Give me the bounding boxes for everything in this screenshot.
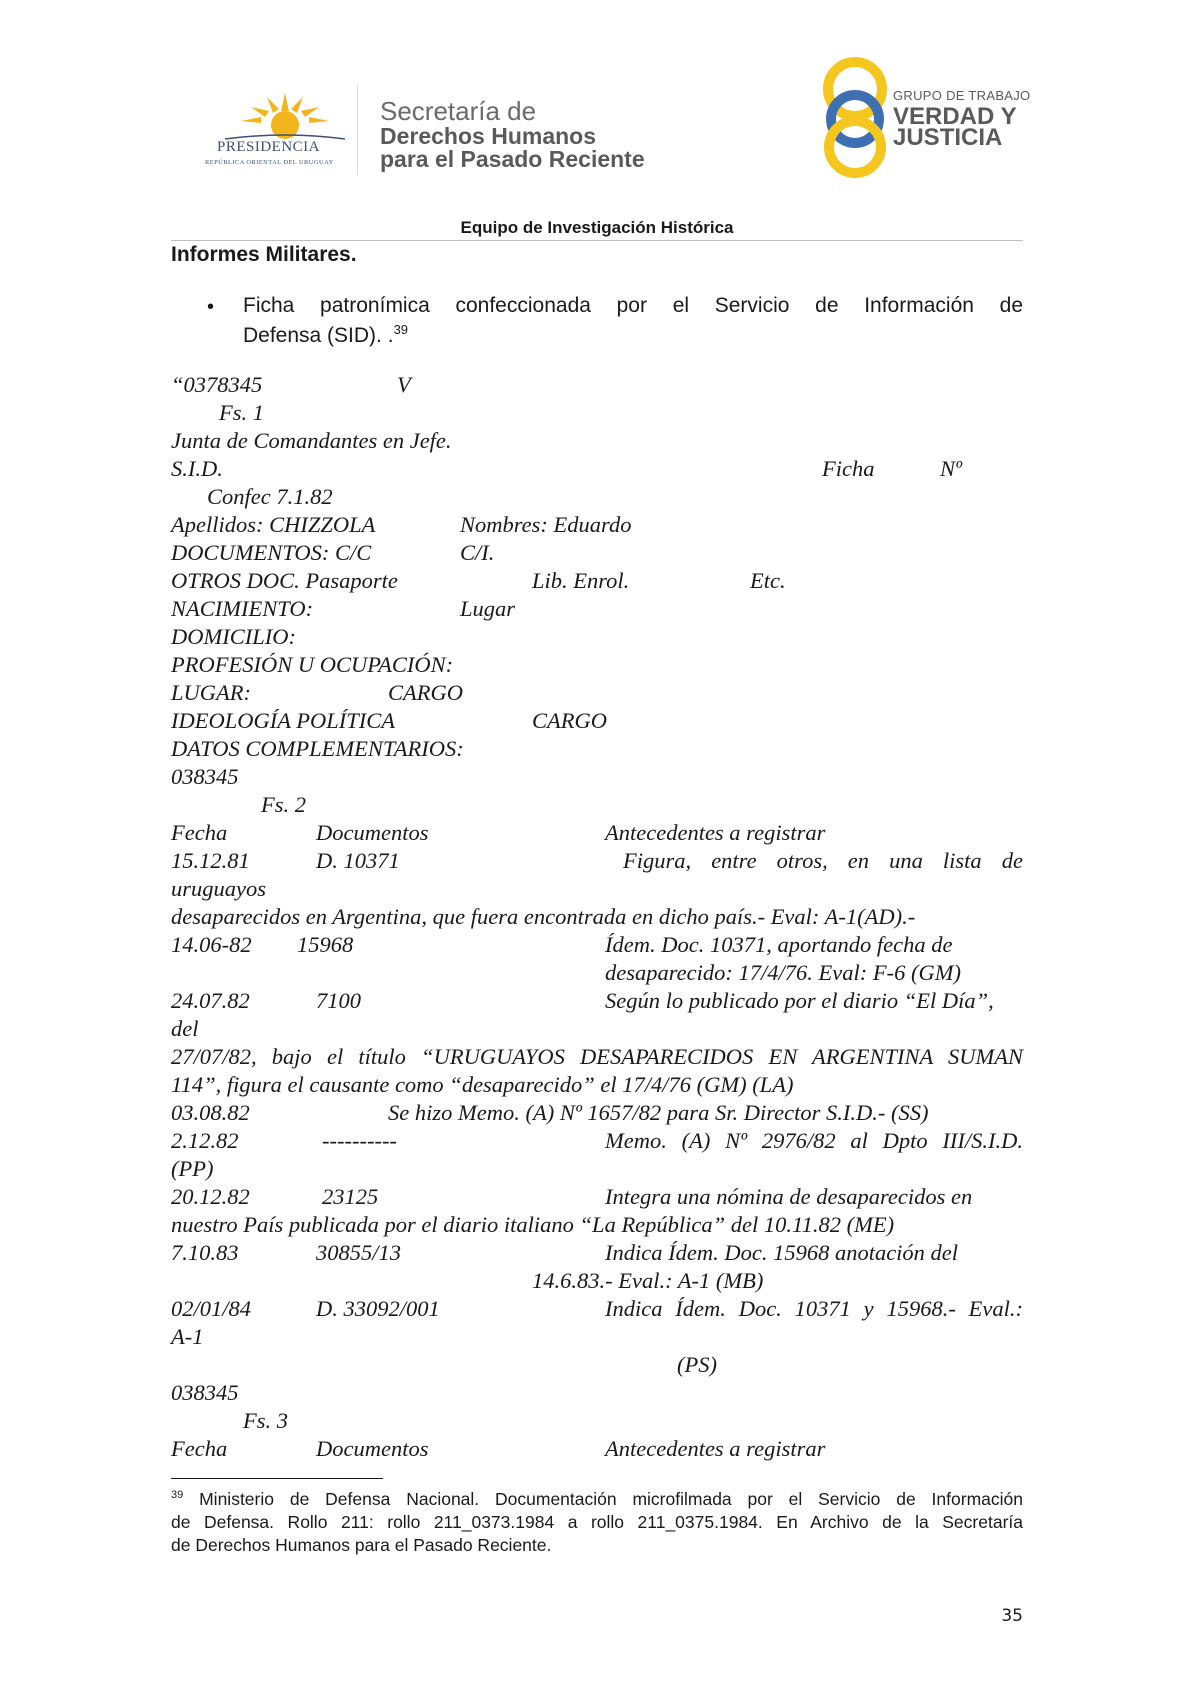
fs3-label: Fs. 3 [243,1408,288,1433]
r4-text: Se hizo Memo. (A) Nº 1657/82 para Sr. Director S.I.D.- (SS) [388,1100,929,1125]
r8-ps: (PS) [677,1352,717,1377]
presidencia-logo [205,85,365,175]
r6-cont: nuestro País publicada por el diario italiano “La República” del 10.11.82 (ME) [171,1212,895,1237]
r8-doc: D. 33092/001 [316,1296,440,1321]
footnote-line1 [171,1484,1023,1511]
presidencia-label: PRESIDENCIA [217,139,321,155]
footnote-line2: de Defensa. Rollo 211: rollo 211_0373.1984 a rollo 211_0375.1984. En Archivo de la Secretaría [171,1511,1023,1532]
r3-cont3: 114”, figura el causante como “desaparecido” el 17/4/76 (GM) (LA) [171,1072,794,1097]
footnote [171,1484,1023,1557]
gtvj-rings-icon [820,55,890,179]
page-number: 35 [1001,1606,1023,1626]
r1-doc: D. 10371 [316,848,400,873]
r2-text1: Ídem. Doc. 10371, aportando fecha de [605,932,953,957]
ficha-nacimiento: NACIMIENTO: [171,596,314,621]
ficha-ideologia: IDEOLOGÍA POLÍTICA [171,708,395,733]
ficha-nro: Nº [940,456,962,481]
team-header: Equipo de Investigación Histórica [460,218,734,237]
header-divider [357,85,358,175]
presidencia-sub: REPÚBLICA ORIENTAL DEL URUGUAY [205,159,334,166]
r8-cont: A-1 [171,1324,204,1349]
sun-emblem-icon [205,85,365,145]
fs2-header-documentos: Documentos [316,820,429,845]
ficha-cargo1: CARGO [388,680,463,705]
ficha-datos: DATOS COMPLEMENTARIOS: [171,736,464,761]
r1-text: Figura, entre otros, en una lista de [623,848,1023,873]
ficha-etc: Etc. [750,568,786,593]
r7-cont: 14.6.83.- Eval.: A-1 (MB) [532,1268,764,1293]
secretaria-line1: Secretaría de [380,96,537,126]
ficha-junta: Junta de Comandantes en Jefe. [171,428,452,453]
ficha-ci: C/I. [460,540,495,565]
fs3-header-antecedentes: Antecedentes a registrar [605,1436,826,1461]
footnote-line3: de Derechos Humanos para el Pasado Reciente. [171,1534,552,1555]
section-title: Informes Militares. [171,243,357,266]
r6-text: Integra una nómina de desaparecidos en [605,1184,973,1209]
header-rule [171,240,1023,241]
ficha-otros: OTROS DOC. Pasaporte [171,568,398,593]
r5-doc: ---------- [322,1128,397,1153]
bullet-text-line1: Ficha patronímica confeccionada por el Servicio de Información de [243,294,1023,317]
gtvj-line3: JUSTICIA [893,124,1003,151]
ficha-confec: Confec 7.1.82 [207,484,333,509]
ficha-documentos: DOCUMENTOS: C/C [171,540,372,565]
r1-cont2: desaparecidos en Argentina, que fuera encontrada en dicho país.- Eval: A-1(AD).- [171,904,916,929]
ficha-cargo2: CARGO [532,708,607,733]
r8-text: Indica Ídem. Doc. 10371 y 15968.- Eval.: [605,1296,1023,1321]
fs2-header-antecedentes: Antecedentes a registrar [605,820,826,845]
r3-doc: 7100 [316,988,361,1013]
fs2-header-fecha: Fecha [171,820,228,845]
r3-cont2: 27/07/82, bajo el título “URUGUAYOS DESAPARECIDOS EN ARGENTINA SUMAN [171,1044,1023,1069]
secretaria-line2: Derechos Humanos [380,123,597,149]
footnote-rule [171,1478,383,1479]
ficha-apellidos: Apellidos: CHIZZOLA [171,512,376,537]
fs3-header-fecha: Fecha [171,1436,228,1461]
fs3-number: 038345 [171,1380,239,1405]
r5-date: 2.12.82 [171,1128,239,1153]
secretaria-line3: para el Pasado Reciente [380,146,645,172]
bullet-text-line2-content: Defensa (SID). . [243,324,394,347]
r2-doc: 15968 [297,932,354,957]
r2-text2: desaparecido: 17/4/76. Eval: F-6 (GM) [605,960,961,985]
ficha-nombres: Nombres: Eduardo [460,512,632,537]
gtvj-line1: GRUPO DE TRABAJO [893,88,1031,103]
r1-cont1: uruguayos [171,876,266,901]
r4-date: 03.08.82 [171,1100,250,1125]
ficha-label: Ficha [822,456,875,481]
r1-date: 15.12.81 [171,848,250,873]
bullet-marker: • [207,296,215,318]
r2-date: 14.06-82 [171,932,252,957]
fs2-number: 038345 [171,764,239,789]
ficha-lugar2: LUGAR: [171,680,251,705]
r3-date: 24.07.82 [171,988,250,1013]
footnote-number: 39 [171,1489,184,1501]
r8-date: 02/01/84 [171,1296,252,1321]
r6-date: 20.12.82 [171,1184,250,1209]
ficha-profesion: PROFESIÓN U OCUPACIÓN: [171,652,454,677]
r5-text: Memo. (A) Nº 2976/82 al Dpto III/S.I.D. [605,1128,1023,1153]
ficha-sid: S.I.D. [171,456,223,481]
ficha-lib: Lib. Enrol. [532,568,630,593]
r3-text: Según lo publicado por el diario “El Día”, [605,988,994,1013]
ficha-lugar: Lugar [460,596,516,621]
ficha-v: V [397,372,411,397]
r7-doc: 30855/13 [316,1240,402,1265]
fs3-header-documentos: Documentos [316,1436,429,1461]
r3-cont1: del [171,1016,199,1041]
footnote-line1-text: Ministerio de Defensa Nacional. Documentación microfilmada por el Servicio de Información [199,1488,1023,1509]
r7-text: Indica Ídem. Doc. 15968 anotación del [605,1240,959,1265]
bullet-text-line2 [243,322,408,348]
r6-doc: 23125 [322,1184,379,1209]
fs2-label: Fs. 2 [261,792,306,817]
footnote-ref[interactable]: 39 [393,322,409,337]
ficha-number: “0378345 [171,372,263,397]
ficha-fs1: Fs. 1 [219,400,264,425]
gtvj-line2: VERDAD Y [893,103,1017,130]
ficha-domicilio: DOMICILIO: [171,624,296,649]
r5-cont: (PP) [171,1156,214,1181]
r7-date: 7.10.83 [171,1240,239,1265]
